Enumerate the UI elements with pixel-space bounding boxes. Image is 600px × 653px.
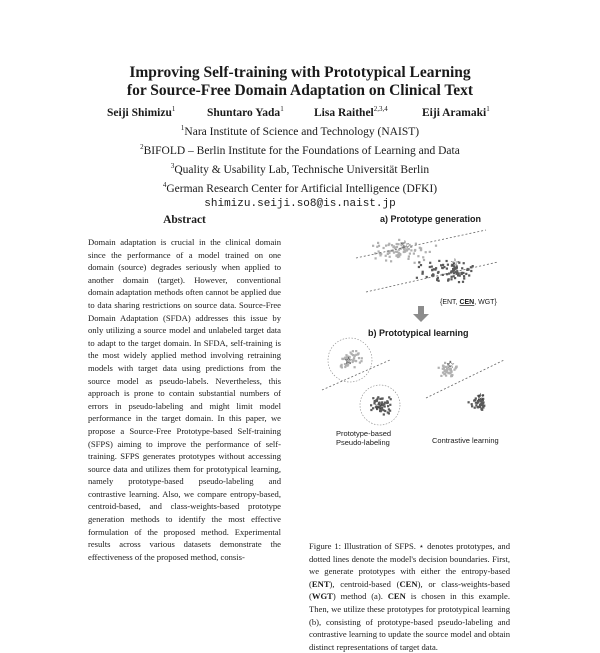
data-point [446, 268, 448, 270]
data-point [453, 275, 455, 277]
figure-caption: Figure 1: Illustration of SFPS. ⋆ denotes prototypes, and dotted lines denote the model's decision boundaries. First, we generate prototypes with either the entropy-based (ENT), centroid-based (CEN), or class-weights-based (WGT) method (a). CEN is chosen in this example. Then, we utilize these prototypes for prototypical learning (b), consisting of prototype-based pseudo-labeling and contrastive learning to update the source model and obtain distinct representations of target data. [309, 541, 510, 652]
data-point [414, 262, 416, 264]
data-point [460, 272, 462, 274]
data-point [398, 254, 400, 256]
down-arrow-icon [413, 306, 429, 322]
data-point [355, 360, 357, 362]
decision-boundary [426, 360, 504, 398]
data-point [435, 245, 437, 247]
data-point [451, 374, 453, 376]
label-pseudo-line-1: Prototype-based [336, 429, 392, 438]
data-point [384, 405, 386, 407]
data-point [370, 404, 372, 406]
data-point [442, 264, 444, 266]
data-point [472, 265, 474, 267]
data-point [426, 276, 428, 278]
data-point [392, 246, 394, 248]
data-point [355, 354, 357, 356]
data-point [379, 254, 381, 256]
data-point [416, 277, 418, 279]
data-point [463, 262, 465, 264]
data-point [437, 271, 439, 273]
label-pseudo-line-2: Pseudo-labeling [336, 438, 390, 447]
figure-1 [308, 210, 508, 535]
data-point [475, 404, 477, 406]
data-point [438, 367, 440, 369]
data-point [438, 260, 440, 262]
data-point [421, 273, 423, 275]
abstract-text: Domain adaptation is crucial in the clinical domain since the performance of a model trained on one domain (source) degrades seriously when applied to another domain (target). However, conventional domain adaptation methods often cannot be applied due to data sharing restrictions on source data. Source-Free Domain Adaptation (SFDA) addresses this issue by only utilizing a source model and unlabeled target data to adapt to the target domain. In SFDA, self-training is the most widely applied method involving retraining models with target data using predictions from the source model as pseudo-labels. Nevertheless, this approach is prone to contain substantial numbers of errors in pseudo-labeling and might limit model performance in the target domain. In this paper, we propose a Source-Free Prototype-based Self-training (SFPS) aiming to improve the performance of self-training. SFPS generates prototypes without accessing source data and utilizes them for prototypical learning, namely prototype-based pseudo-labeling and contrastive learning. Also, we compare entropy-based, centroid-based, and class-weights-based prototype generation methods to identify the most effective formulation of the proposed method. Experimental results across various datasets demonstrate the effectiveness of the proposed method, consis- [88, 237, 281, 562]
data-point [422, 256, 424, 258]
affiliations [0, 121, 600, 212]
data-point [474, 407, 476, 409]
data-point [441, 267, 443, 269]
data-point [429, 251, 431, 253]
data-point [433, 268, 435, 270]
title-line-1: Improving Self-training with Prototypical Learning [129, 64, 471, 81]
data-point [389, 256, 391, 258]
data-point [372, 397, 374, 399]
data-point [462, 272, 464, 274]
data-point [389, 404, 391, 406]
data-point [458, 272, 460, 274]
data-point [378, 245, 380, 247]
data-point [387, 411, 389, 413]
data-point [465, 273, 467, 275]
data-point [355, 350, 357, 352]
data-point [451, 276, 453, 278]
data-point [384, 402, 386, 404]
author-email: shimizu.seiji.so8@is.naist.jp [204, 198, 396, 210]
data-point [442, 365, 444, 367]
affiliation-1: $^1$Nara Institute of Science and Technology (NAIST) [180, 124, 420, 138]
data-point [358, 352, 360, 354]
prototype-star-icon: ☆ [344, 356, 353, 367]
data-point [410, 249, 412, 251]
data-point [443, 367, 445, 369]
data-point [383, 413, 385, 415]
data-point [458, 281, 460, 283]
data-point [468, 274, 470, 276]
data-point [385, 245, 387, 247]
data-point [386, 400, 388, 402]
data-point [468, 401, 470, 403]
data-point [447, 280, 449, 282]
data-point [378, 250, 380, 252]
data-point [425, 251, 427, 253]
data-point [385, 255, 387, 257]
data-point [383, 247, 385, 249]
data-point [390, 398, 392, 400]
data-point [432, 273, 434, 275]
data-point [396, 246, 398, 248]
author-2: Shuntaro Yada$^1$ [207, 105, 284, 119]
affiliation-2: $^2$BIFOLD – Berlin Institute for the Foundations of Learning and Data [140, 143, 460, 157]
data-point [340, 365, 342, 367]
data-point [398, 252, 400, 254]
data-point [359, 362, 361, 364]
data-point [446, 273, 448, 275]
prototype-star-icon: ☆ [400, 239, 410, 251]
data-point [461, 267, 463, 269]
affiliation-4: $^4$German Research Center for Artificial Intelligence (DFKI) [162, 181, 438, 195]
method-options: {ENT, CEN, WGT} [440, 299, 497, 306]
data-point [450, 278, 452, 280]
data-point [463, 277, 465, 279]
data-point [388, 244, 390, 246]
data-point [391, 244, 393, 246]
data-point [456, 273, 458, 275]
data-point [418, 261, 420, 263]
title-line-2: for Source-Free Domain Adaptation on Clinical Text [126, 82, 474, 99]
data-point [418, 266, 420, 268]
data-point [377, 242, 379, 244]
data-point [408, 255, 410, 257]
data-point [407, 258, 409, 260]
data-point [440, 264, 442, 266]
data-point [384, 410, 386, 412]
data-point [419, 247, 421, 249]
data-point [431, 266, 433, 268]
data-point [447, 264, 449, 266]
data-point [420, 264, 422, 266]
data-point [463, 275, 465, 277]
data-point [429, 266, 431, 268]
data-point [390, 260, 392, 262]
data-point [352, 350, 354, 352]
data-point [396, 251, 398, 253]
paper-title [0, 64, 600, 100]
figure-label-a: a) Prototype generation [380, 214, 482, 224]
data-point [409, 253, 411, 255]
data-point [462, 281, 464, 283]
data-point [483, 405, 485, 407]
data-point [417, 255, 419, 257]
data-point [353, 354, 355, 356]
data-point [477, 406, 479, 408]
prototype-star-icon: ☆ [374, 401, 383, 412]
author-4: Eiji Aramaki$^1$ [422, 105, 490, 119]
data-point [388, 408, 390, 410]
scatter-cloud-contrastive [438, 361, 486, 411]
data-point [471, 405, 473, 407]
label-contrastive: Contrastive learning [432, 436, 499, 445]
data-point [420, 249, 422, 251]
data-point [443, 266, 445, 268]
data-point [358, 357, 360, 359]
prototype-star-icon: ☆ [446, 360, 455, 371]
data-point [382, 397, 384, 399]
data-point [456, 366, 458, 368]
data-point [413, 253, 415, 255]
data-point [415, 243, 417, 245]
data-point [471, 403, 473, 405]
data-point [443, 373, 445, 375]
data-point [479, 405, 481, 407]
data-point [361, 357, 363, 359]
data-point [385, 259, 387, 261]
author-1: Seiji Shimizu$^1$ [107, 105, 176, 119]
abstract-heading: Abstract [163, 214, 206, 226]
data-point [423, 259, 425, 261]
author-3: Lisa Raithel$^{2,3,4}$ [314, 105, 388, 119]
data-point [446, 371, 448, 373]
figure-label-b: b) Prototypical learning [368, 328, 469, 338]
affiliation-3: $^3$Quality & Usability Lab, Technische Universität Berlin [170, 162, 430, 176]
data-point [414, 250, 416, 252]
prototype-star-icon: ☆ [476, 392, 485, 403]
data-point [481, 409, 483, 411]
data-point [375, 257, 377, 259]
data-point [436, 278, 438, 280]
decision-boundary [322, 360, 390, 390]
prototype-star-icon: ☆ [450, 257, 460, 269]
data-point [446, 260, 448, 262]
data-point [429, 262, 431, 264]
data-point [440, 375, 442, 377]
data-point [372, 245, 374, 247]
data-point [354, 366, 356, 368]
data-point [387, 405, 389, 407]
data-point [470, 270, 472, 272]
